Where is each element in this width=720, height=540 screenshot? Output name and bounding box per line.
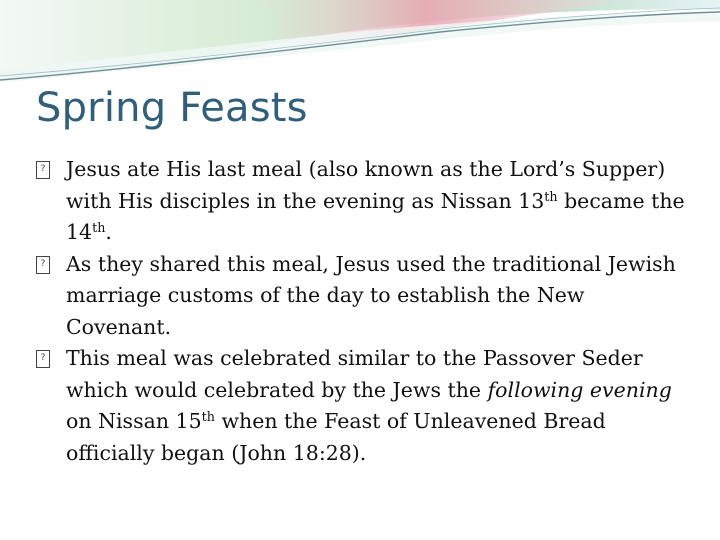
- bullet-list: [36, 154, 696, 469]
- bullet-item: [36, 249, 696, 344]
- bullet-item: [36, 343, 696, 469]
- bullet-marker-icon: ?: [36, 256, 50, 274]
- bullet-text: As they shared this meal, Jesus used the traditional Jewish marriage customs of the day to establish the New Covenant.: [66, 251, 676, 339]
- bullet-marker-icon: ?: [36, 350, 50, 368]
- header-decoration: [0, 0, 720, 90]
- bullet-text: Jesus ate His last meal (also known as the Lord’s Supper) with His disciples in the evening as Nissan 13th became the 14th.: [66, 157, 685, 244]
- bullet-text: This meal was celebrated similar to the Passover Seder which would celebrated by the Jews the following evening on Nissan 15th when the Feast of Unleavened Bread officially began (John 18:28).: [66, 346, 672, 465]
- bullet-item: [36, 154, 696, 249]
- bullet-marker-icon: ?: [36, 161, 50, 179]
- slide-title: Spring Feasts: [36, 85, 308, 131]
